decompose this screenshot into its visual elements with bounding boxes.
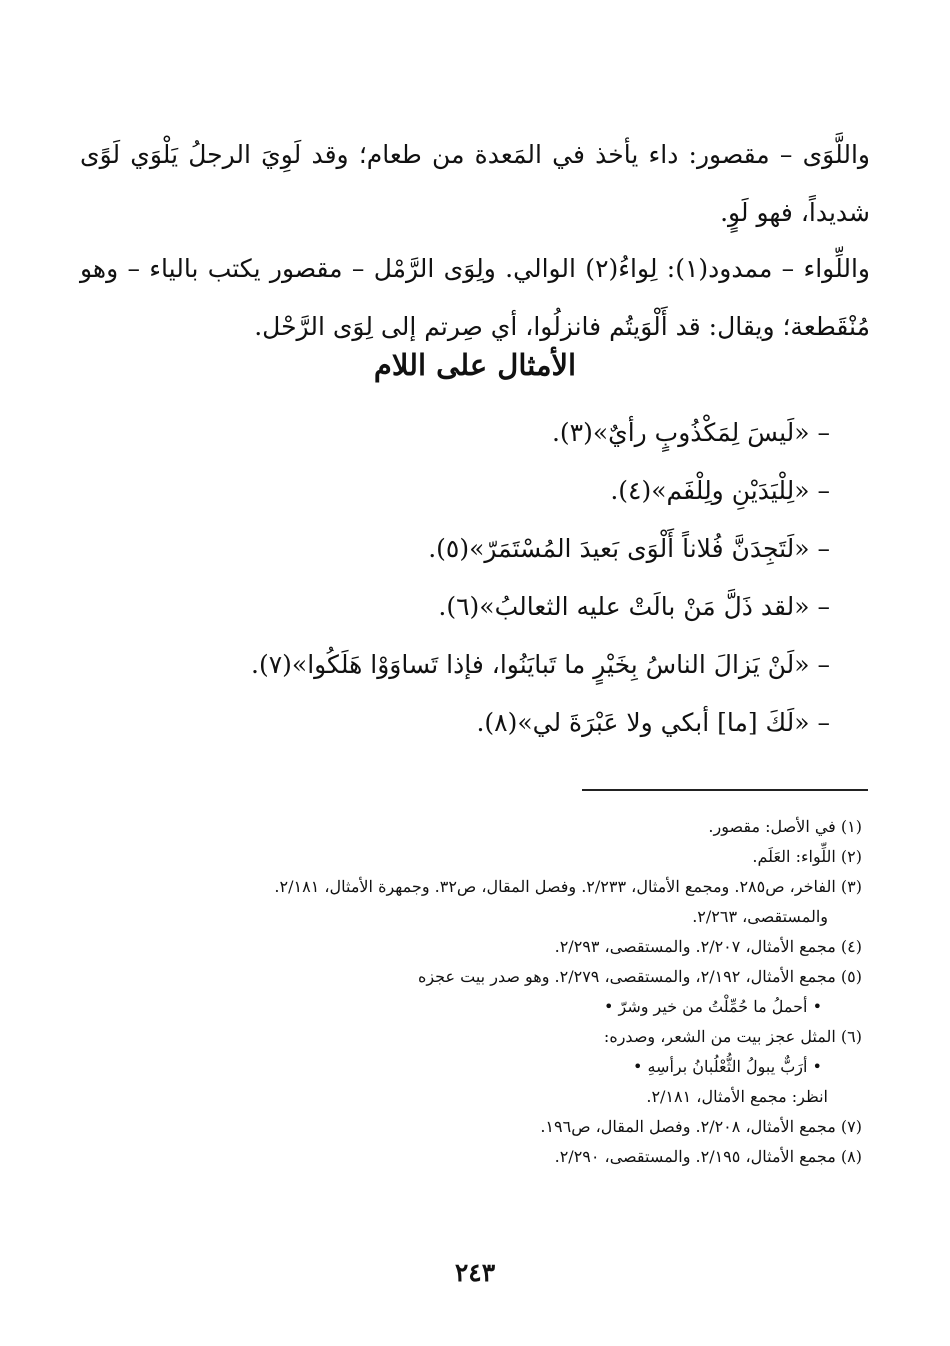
footnote-list bbox=[82, 812, 862, 1172]
section-heading: الأمثال على اللام bbox=[373, 348, 577, 382]
footnote-1: (١) في الأصل: مقصور. bbox=[708, 817, 862, 836]
footnote-4: (٤) مجمع الأمثال، ٢/٢٠٧. والمستقصى، ٢/٢٩٣. bbox=[554, 937, 862, 956]
footnote-6-reference: انظر: مجمع الأمثال، ٢/١٨١. bbox=[646, 1087, 828, 1106]
footnote-5-verse: • أحملُ ما حُمِّلْتُ من خير وشرّ • bbox=[603, 997, 822, 1016]
footnote-divider bbox=[582, 789, 868, 791]
footnote-2: (٢) اللِّواء: العَلَم. bbox=[752, 847, 862, 866]
proverb-list bbox=[110, 404, 830, 752]
footnote-6-verse: • أرَبٌّ يبولُ الثُّعْلُبانُ برأسِهِ • bbox=[632, 1057, 822, 1076]
proverb-item: – «لَنْ يَزالَ الناسُ بِخَيْرٍ ما تَبايَنُوا، فإذا تَساوَوْا هَلَكُوا»(٧). bbox=[251, 650, 830, 679]
proverb-item: – «لقد ذَلَّ مَنْ بالَتْ عليه الثعالبُ»(٦). bbox=[438, 592, 830, 621]
proverb-item: – «لَيسَ لِمَكْذُوبٍ رأيٌ»(٣). bbox=[551, 418, 830, 447]
body-paragraph-liwa: واللِّواء – ممدود(١): لِواءُ(٢) الوالي. ولِوَى الرَّمْل – مقصور يكتب بالياء – وهو مُنْقَطعة؛ ويقال: قد أَلْوَيتُم فانزلُوا، أي صِرتم إلى لِوَى الرَّحْل. bbox=[80, 254, 870, 341]
footnote-6: (٦) المثل عجز بيت من الشعر، وصدره: bbox=[603, 1027, 862, 1046]
footnote-5: (٥) مجمع الأمثال، ٢/١٩٢، والمستقصى، ٢/٢٧٩. وهو صدر بيت عجزه bbox=[417, 967, 862, 986]
page-number: ٢٤٣ bbox=[454, 1258, 496, 1287]
footnote-7: (٧) مجمع الأمثال، ٢/٢٠٨. وفصل المقال، ص١٩٦. bbox=[540, 1117, 862, 1136]
proverb-item: – «لِلْيَدَيْنِ ولِلْفَم»(٤). bbox=[610, 476, 830, 505]
footnote-3-continued: والمستقصى، ٢/٢٦٣. bbox=[692, 907, 828, 926]
proverb-item: – «لَتَجِدَنَّ فُلاناً أَلْوَى بَعيدَ المُسْتَمَرّ»(٥). bbox=[428, 534, 830, 563]
proverb-item: – «لَكَ [ما] أبكي ولا عَبْرَةَ لي»(٨). bbox=[476, 708, 830, 737]
body-paragraph-lawa: واللَّوَى – مقصور: داء يأخذ في المَعدة من طعام؛ وقد لَوِيَ الرجلُ يَلْوَي لَوًى شديداً، فهو لَوٍ. bbox=[80, 140, 870, 227]
footnote-8: (٨) مجمع الأمثال، ٢/١٩٥. والمستقصى، ٢/٢٩٠. bbox=[554, 1147, 862, 1166]
footnote-3: (٣) الفاخر، ص٢٨٥. ومجمع الأمثال، ٢/٢٣٣. وفصل المقال، ص٣٢. وجمهرة الأمثال، ٢/١٨١. bbox=[274, 877, 862, 896]
